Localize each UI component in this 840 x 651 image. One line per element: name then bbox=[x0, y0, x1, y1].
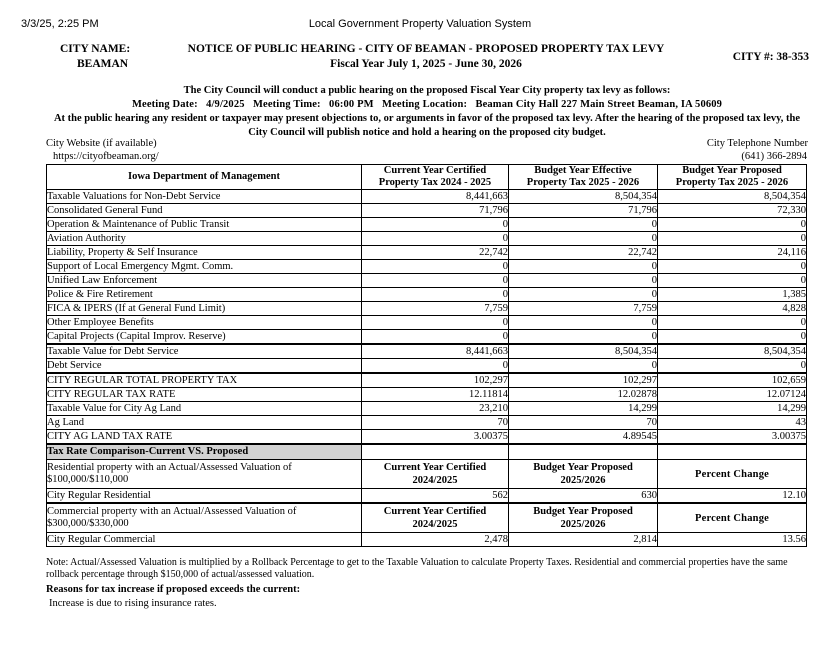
row-certified: 71,796 bbox=[362, 204, 509, 218]
row-certified: 0 bbox=[362, 260, 509, 274]
row-label: Operation & Maintenance of Public Transit bbox=[47, 218, 362, 232]
row-proposed: 0 bbox=[658, 274, 807, 288]
row-label: Aviation Authority bbox=[47, 232, 362, 246]
row-label: Debt Service bbox=[47, 359, 362, 374]
row-certified: 102,297 bbox=[362, 373, 509, 388]
table-row bbox=[47, 533, 807, 547]
row-proposed: 630 bbox=[509, 489, 658, 504]
row-label: Ag Land bbox=[47, 416, 362, 430]
row-effective: 14,299 bbox=[509, 402, 658, 416]
city-number: CITY #: 38-353 bbox=[732, 51, 809, 63]
table-row bbox=[47, 416, 807, 430]
commercial-hd-proposed-line2: 2025/2026 bbox=[560, 519, 606, 530]
hearing-body: At the public hearing any resident or taxpayer may present objections to, or arguments in favor of the proposed tax levy. After the hearing of the proposed tax levy, the City Council will publish notice and hold a hearing on the proposed city budget. bbox=[53, 113, 801, 138]
row-certified: 0 bbox=[362, 316, 509, 330]
header-col4-line2: Property Tax 2025 - 2026 bbox=[675, 177, 789, 188]
row-label: Capital Projects (Capital Improv. Reserve) bbox=[47, 330, 362, 345]
row-effective: 70 bbox=[509, 416, 658, 430]
contact-block bbox=[46, 137, 808, 163]
header-col3-line1: Budget Year Effective bbox=[534, 165, 632, 176]
row-effective: 8,504,354 bbox=[509, 190, 658, 204]
residential-hd-certified-line2: 2024/2025 bbox=[412, 475, 458, 486]
header-budget-year-effective bbox=[509, 165, 658, 190]
table-row bbox=[47, 274, 807, 288]
row-certified: 8,441,663 bbox=[362, 190, 509, 204]
section-blank-cell bbox=[509, 444, 658, 460]
row-certified: 12.11814 bbox=[362, 388, 509, 402]
row-certified: 7,759 bbox=[362, 302, 509, 316]
residential-hd-proposed-line1: Budget Year Proposed bbox=[533, 462, 633, 473]
commercial-header-proposed bbox=[509, 503, 658, 533]
row-label: Taxable Value for Debt Service bbox=[47, 344, 362, 359]
row-label: City Regular Commercial bbox=[47, 533, 362, 547]
residential-label-line2: $100,000/$110,000 bbox=[47, 474, 129, 485]
meeting-date-value: 4/9/2025 bbox=[206, 99, 245, 110]
table-row bbox=[47, 218, 807, 232]
row-effective: 0 bbox=[509, 274, 658, 288]
row-effective: 102,297 bbox=[509, 373, 658, 388]
table-row bbox=[47, 402, 807, 416]
row-certified: 22,742 bbox=[362, 246, 509, 260]
header-col4-line1: Budget Year Proposed bbox=[682, 165, 782, 176]
row-certified: 0 bbox=[362, 274, 509, 288]
city-name-label: CITY NAME: bbox=[60, 43, 131, 55]
row-certified: 2,478 bbox=[362, 533, 509, 547]
property-tax-levy-table bbox=[46, 164, 807, 547]
row-effective: 12.02878 bbox=[509, 388, 658, 402]
row-proposed: 8,504,354 bbox=[658, 190, 807, 204]
row-certified: 8,441,663 bbox=[362, 344, 509, 359]
commercial-header-certified bbox=[362, 503, 509, 533]
city-name-value: BEAMAN bbox=[77, 58, 129, 70]
table-row bbox=[47, 373, 807, 388]
header-budget-year-proposed bbox=[658, 165, 807, 190]
meeting-time-value: 06:00 PM bbox=[329, 99, 374, 110]
row-label: Liability, Property & Self Insurance bbox=[47, 246, 362, 260]
commercial-hd-certified-line2: 2024/2025 bbox=[412, 519, 458, 530]
section-blank-cell bbox=[362, 444, 509, 460]
row-label: CITY REGULAR TOTAL PROPERTY TAX bbox=[47, 373, 362, 388]
row-effective: 71,796 bbox=[509, 204, 658, 218]
row-proposed: 43 bbox=[658, 416, 807, 430]
residential-valuation-label bbox=[47, 460, 362, 489]
meeting-location-label: Meeting Location: bbox=[382, 99, 468, 110]
row-effective: 4.89545 bbox=[509, 430, 658, 445]
row-effective: 0 bbox=[509, 359, 658, 374]
row-effective: 0 bbox=[509, 316, 658, 330]
section-title: Tax Rate Comparison-Current VS. Proposed bbox=[47, 444, 362, 460]
commercial-label-line2: $300,000/$330,000 bbox=[47, 518, 129, 529]
commercial-valuation-label bbox=[47, 503, 362, 533]
table-row bbox=[47, 359, 807, 374]
row-label: Support of Local Emergency Mgmt. Comm. bbox=[47, 260, 362, 274]
row-certified: 70 bbox=[362, 416, 509, 430]
header-current-year-certified bbox=[362, 165, 509, 190]
commercial-header-percent-change: Percent Change bbox=[658, 503, 807, 533]
table-row bbox=[47, 316, 807, 330]
row-proposed: 2,814 bbox=[509, 533, 658, 547]
row-effective: 0 bbox=[509, 218, 658, 232]
meeting-date-label: Meeting Date: bbox=[131, 99, 198, 110]
header-col2-line1: Current Year Certified bbox=[383, 165, 487, 176]
header-col3-line2: Property Tax 2025 - 2026 bbox=[526, 177, 640, 188]
table-row bbox=[47, 302, 807, 316]
hearing-intro: The City Council will conduct a public hearing on the proposed Fiscal Year City property tax levy as follows: bbox=[183, 85, 671, 96]
row-label: Other Employee Benefits bbox=[47, 316, 362, 330]
row-certified: 0 bbox=[362, 288, 509, 302]
residential-label-line1: Residential property with an Actual/Assessed Valuation of bbox=[47, 461, 292, 473]
header-department-text: Iowa Department of Management bbox=[128, 171, 280, 182]
table-row bbox=[47, 232, 807, 246]
table-row bbox=[47, 430, 807, 445]
row-proposed: 72,330 bbox=[658, 204, 807, 218]
section-header-row bbox=[47, 444, 807, 460]
residential-hd-certified-line1: Current Year Certified bbox=[383, 462, 487, 473]
row-proposed: 0 bbox=[658, 218, 807, 232]
row-percent-change: 12.10 bbox=[658, 489, 807, 504]
row-proposed: 14,299 bbox=[658, 402, 807, 416]
row-proposed: 0 bbox=[658, 359, 807, 374]
row-proposed: 0 bbox=[658, 316, 807, 330]
commercial-comparison-header-row bbox=[47, 503, 807, 533]
table-row bbox=[47, 204, 807, 218]
city-website-value[interactable]: https://cityofbeaman.org/ bbox=[53, 151, 159, 162]
row-label: FICA & IPERS (If at General Fund Limit) bbox=[47, 302, 362, 316]
header-col2-line2: Property Tax 2024 - 2025 bbox=[378, 177, 492, 188]
row-percent-change: 13.56 bbox=[658, 533, 807, 547]
row-proposed: 102,659 bbox=[658, 373, 807, 388]
header-department bbox=[47, 165, 362, 190]
row-proposed: 0 bbox=[658, 260, 807, 274]
hearing-notice bbox=[46, 84, 808, 140]
table-row bbox=[47, 388, 807, 402]
rollback-note: Note: Actual/Assessed Valuation is multiplied by a Rollback Percentage to get to the Taxable Valuation to calculate Property Taxes. Residential and commercial properties have the same rollback percentage through $150,000 of actual/assessed valuation. bbox=[46, 557, 788, 580]
reasons-text: Increase is due to rising insurance rates. bbox=[49, 598, 217, 609]
row-certified: 23,210 bbox=[362, 402, 509, 416]
table-row bbox=[47, 489, 807, 504]
row-certified: 0 bbox=[362, 330, 509, 345]
residential-header-percent-change: Percent Change bbox=[658, 460, 807, 489]
row-proposed: 24,116 bbox=[658, 246, 807, 260]
system-title: Local Government Property Valuation System bbox=[308, 18, 532, 30]
row-label: Consolidated General Fund bbox=[47, 204, 362, 218]
row-label: Taxable Valuations for Non-Debt Service bbox=[47, 190, 362, 204]
notice-title-line2: Fiscal Year July 1, 2025 - June 30, 2026 bbox=[330, 58, 522, 70]
row-proposed: 3.00375 bbox=[658, 430, 807, 445]
notice-title-line1: NOTICE OF PUBLIC HEARING - CITY OF BEAMAN - PROPOSED PROPERTY TAX LEVY bbox=[187, 43, 665, 55]
row-effective: 7,759 bbox=[509, 302, 658, 316]
residential-header-certified bbox=[362, 460, 509, 489]
table-row bbox=[47, 330, 807, 345]
row-label: CITY REGULAR TAX RATE bbox=[47, 388, 362, 402]
table-row bbox=[47, 288, 807, 302]
commercial-hd-proposed-line1: Budget Year Proposed bbox=[533, 506, 633, 517]
meeting-time-label: Meeting Time: bbox=[252, 99, 321, 110]
city-website-label: City Website (if available) bbox=[46, 138, 157, 149]
residential-hd-proposed-line2: 2025/2026 bbox=[560, 475, 606, 486]
residential-comparison-header-row bbox=[47, 460, 807, 489]
city-phone-value: (641) 366-2894 bbox=[741, 151, 807, 162]
row-proposed: 1,385 bbox=[658, 288, 807, 302]
row-effective: 0 bbox=[509, 330, 658, 345]
row-proposed: 0 bbox=[658, 330, 807, 345]
reasons-heading: Reasons for tax increase if proposed exceeds the current: bbox=[46, 584, 301, 595]
row-label: CITY AG LAND TAX RATE bbox=[47, 430, 362, 445]
residential-header-proposed bbox=[509, 460, 658, 489]
row-effective: 8,504,354 bbox=[509, 344, 658, 359]
title-block bbox=[46, 42, 809, 72]
row-label: City Regular Residential bbox=[47, 489, 362, 504]
row-certified: 0 bbox=[362, 359, 509, 374]
row-effective: 22,742 bbox=[509, 246, 658, 260]
meeting-details bbox=[46, 98, 808, 112]
row-label: Unified Law Enforcement bbox=[47, 274, 362, 288]
row-effective: 0 bbox=[509, 260, 658, 274]
table-row bbox=[47, 246, 807, 260]
table-row bbox=[47, 190, 807, 204]
row-certified: 0 bbox=[362, 232, 509, 246]
row-effective: 0 bbox=[509, 232, 658, 246]
row-proposed: 8,504,354 bbox=[658, 344, 807, 359]
row-label: Taxable Value for City Ag Land bbox=[47, 402, 362, 416]
table-header-row bbox=[47, 165, 807, 190]
meeting-location-value: Beaman City Hall 227 Main Street Beaman, IA 50609 bbox=[475, 99, 723, 110]
row-label: Police & Fire Retirement bbox=[47, 288, 362, 302]
table-row bbox=[47, 344, 807, 359]
row-certified: 0 bbox=[362, 218, 509, 232]
print-header bbox=[0, 17, 840, 31]
row-effective: 0 bbox=[509, 288, 658, 302]
row-certified: 562 bbox=[362, 489, 509, 504]
row-proposed: 12.07124 bbox=[658, 388, 807, 402]
table-body bbox=[47, 190, 807, 547]
row-proposed: 4,828 bbox=[658, 302, 807, 316]
section-blank-cell bbox=[658, 444, 807, 460]
city-phone-label: City Telephone Number bbox=[706, 138, 808, 149]
print-timestamp: 3/3/25, 2:25 PM bbox=[21, 18, 99, 30]
commercial-hd-certified-line1: Current Year Certified bbox=[383, 506, 487, 517]
row-certified: 3.00375 bbox=[362, 430, 509, 445]
row-proposed: 0 bbox=[658, 232, 807, 246]
commercial-label-line1: Commercial property with an Actual/Assessed Valuation of bbox=[47, 505, 297, 517]
table-row bbox=[47, 260, 807, 274]
